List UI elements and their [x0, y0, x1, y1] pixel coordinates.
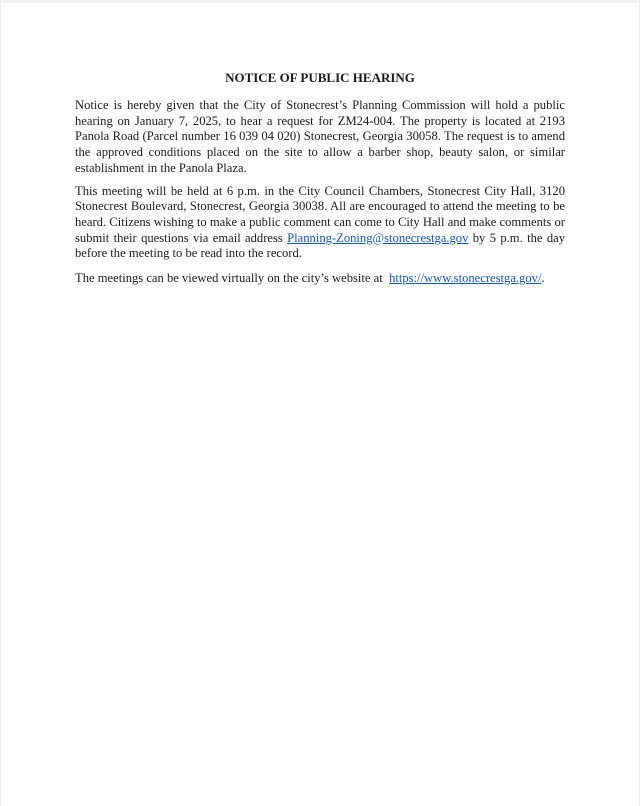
meeting-details-paragraph: [75, 183, 569, 263]
virtual-viewing-paragraph: [75, 271, 565, 287]
website-link[interactable]: https://www.stonecrestga.gov/: [389, 271, 542, 286]
text-run: This meeting will be held at 6 p.m. in the City Council Chambers, Stonecrest City Hall, 3120 Stonecrest Boulevard, Stonecrest, Georgia 30038. All are encouraged to attend the meeting to be heard. Citizens wishing to make a public comment can come to City Hall and make comments or submit their questions via email address: [75, 183, 569, 245]
text-run: The meetings can be viewed virtually on the city’s website at: [75, 271, 390, 286]
text-run: .: [541, 271, 545, 286]
email-link[interactable]: Planning-Zoning@stonecrestga.gov: [287, 230, 469, 245]
intro-paragraph: [75, 98, 569, 177]
document-content: [1, 3, 639, 287]
text-run: Notice is hereby given that the City of Stonecrest’s Planning Commission will hold a public hearing on January 7, 2025, to hear a request for ZM24-004. The property is located at 2193 Panola Road (Parcel number 16 039 04 020) Stonecrest, Georgia 30058. The request is to amend the approved conditions placed on the site to allow a barber shop, beauty salon, or similar establishment in the Panola Plaza.: [75, 98, 569, 175]
document-body: [75, 98, 569, 287]
text-run: by 5 p.m. the day before the meeting to be read into the record.: [75, 230, 569, 261]
document-title: NOTICE OF PUBLIC HEARING: [225, 70, 415, 85]
